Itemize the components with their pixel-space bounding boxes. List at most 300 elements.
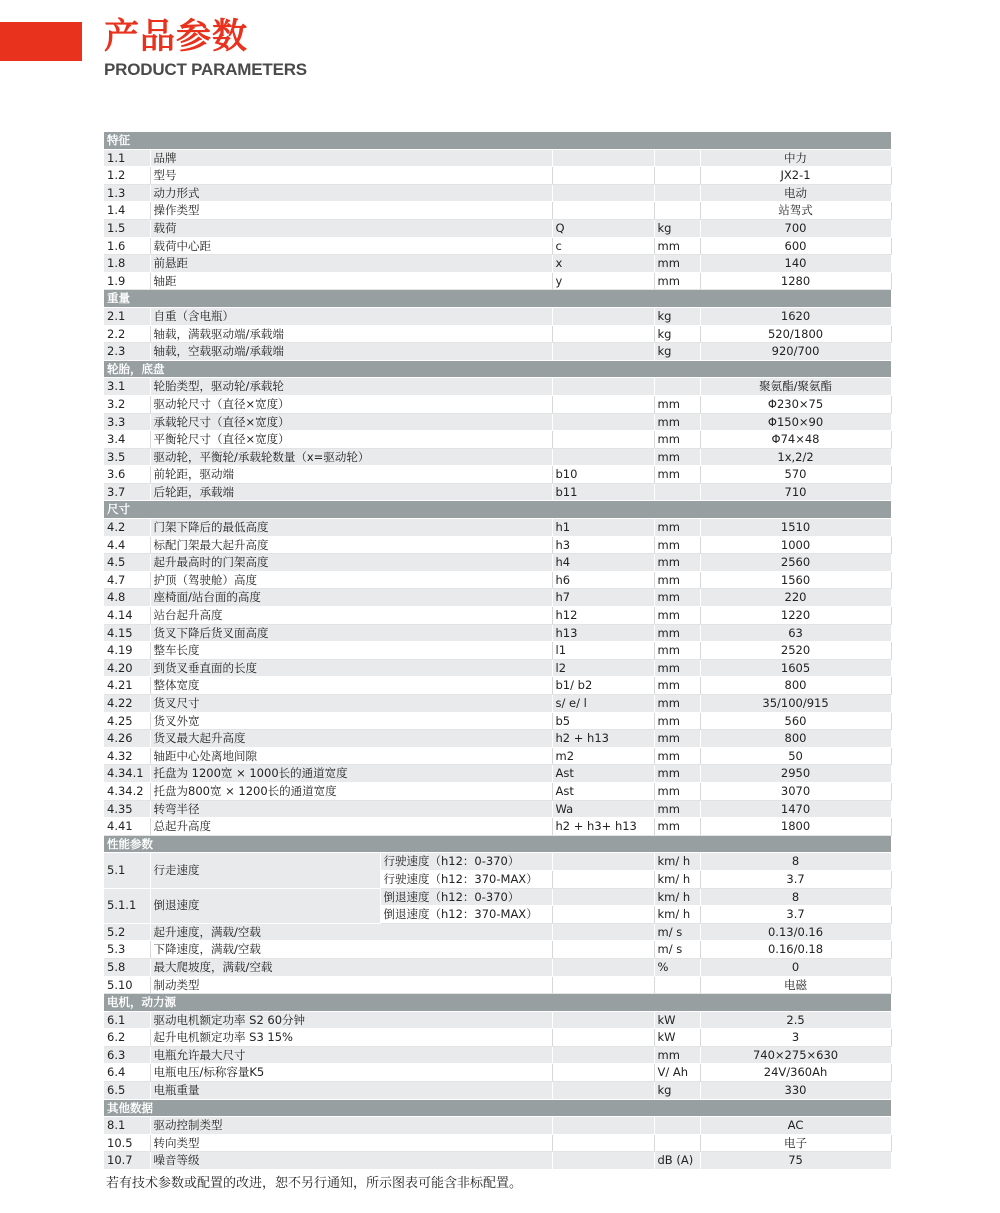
param-number: 3.2 bbox=[104, 395, 150, 413]
section-title: 特征 bbox=[104, 132, 891, 149]
table-row bbox=[104, 624, 891, 642]
param-symbol bbox=[552, 1134, 654, 1152]
param-unit bbox=[654, 1117, 700, 1135]
param-name: 轴载，满载驱动端/承载端 bbox=[150, 325, 552, 343]
param-condition: 行驶速度（h12：0-370） bbox=[380, 853, 552, 871]
param-name: 型号 bbox=[150, 167, 552, 185]
param-unit: km/ h bbox=[654, 853, 700, 871]
param-unit bbox=[654, 167, 700, 185]
param-unit bbox=[654, 483, 700, 501]
param-name: 整车长度 bbox=[150, 642, 552, 660]
param-condition: 行驶速度（h12：370-MAX） bbox=[380, 870, 552, 888]
param-unit bbox=[654, 184, 700, 202]
param-symbol: l1 bbox=[552, 642, 654, 660]
param-symbol bbox=[552, 1029, 654, 1047]
param-value: 700 bbox=[700, 219, 891, 237]
param-symbol: h6 bbox=[552, 571, 654, 589]
param-value: 710 bbox=[700, 483, 891, 501]
param-number: 4.14 bbox=[104, 607, 150, 625]
param-symbol bbox=[552, 149, 654, 167]
param-symbol: Wa bbox=[552, 800, 654, 818]
param-value: 740×275×630 bbox=[700, 1046, 891, 1064]
param-value: 8 bbox=[700, 853, 891, 871]
section-title: 其他数据 bbox=[104, 1099, 891, 1117]
param-symbol: c bbox=[552, 237, 654, 255]
param-unit: mm bbox=[654, 237, 700, 255]
header-accent-bar bbox=[0, 22, 82, 61]
param-number: 4.7 bbox=[104, 571, 150, 589]
param-value: 63 bbox=[700, 624, 891, 642]
param-unit: kg bbox=[654, 325, 700, 343]
param-value: 1x,2/2 bbox=[700, 448, 891, 466]
param-unit: mm bbox=[654, 642, 700, 660]
param-name: 下降速度，满载/空载 bbox=[150, 941, 552, 959]
param-symbol bbox=[552, 448, 654, 466]
page-subtitle: PRODUCT PARAMETERS bbox=[104, 60, 307, 79]
param-number: 3.4 bbox=[104, 431, 150, 449]
param-value: 800 bbox=[700, 730, 891, 748]
param-symbol bbox=[552, 431, 654, 449]
param-symbol bbox=[552, 888, 654, 906]
param-value: Φ150×90 bbox=[700, 413, 891, 431]
param-number: 4.8 bbox=[104, 589, 150, 607]
param-name: 驱动控制类型 bbox=[150, 1117, 552, 1135]
param-value: 24V/360Ah bbox=[700, 1064, 891, 1082]
table-row bbox=[104, 659, 891, 677]
table-row bbox=[104, 695, 891, 713]
param-value: 920/700 bbox=[700, 343, 891, 361]
param-number: 4.19 bbox=[104, 642, 150, 660]
table-row bbox=[104, 536, 891, 554]
param-unit: mm bbox=[654, 695, 700, 713]
table-row bbox=[104, 941, 891, 959]
param-name: 动力形式 bbox=[150, 184, 552, 202]
table-row bbox=[104, 747, 891, 765]
param-value: 330 bbox=[700, 1082, 891, 1100]
table-row bbox=[104, 782, 891, 800]
param-value: 600 bbox=[700, 237, 891, 255]
param-number: 1.4 bbox=[104, 202, 150, 220]
param-number: 1.9 bbox=[104, 272, 150, 290]
param-unit: mm bbox=[654, 589, 700, 607]
param-number: 2.2 bbox=[104, 325, 150, 343]
param-name: 品牌 bbox=[150, 149, 552, 167]
param-name: 托盘为800宽 × 1200长的通道宽度 bbox=[150, 782, 552, 800]
section-header bbox=[104, 501, 891, 519]
param-name: 电瓶允许最大尺寸 bbox=[150, 1046, 552, 1064]
param-value: JX2-1 bbox=[700, 167, 891, 185]
param-number: 4.25 bbox=[104, 712, 150, 730]
param-unit: mm bbox=[654, 624, 700, 642]
table-row bbox=[104, 1152, 891, 1170]
param-symbol: m2 bbox=[552, 747, 654, 765]
param-number: 6.3 bbox=[104, 1046, 150, 1064]
param-symbol bbox=[552, 853, 654, 871]
param-symbol: h3 bbox=[552, 536, 654, 554]
table-row bbox=[104, 343, 891, 361]
param-symbol bbox=[552, 378, 654, 396]
param-name: 倒退速度 bbox=[150, 888, 380, 923]
param-number: 5.8 bbox=[104, 958, 150, 976]
param-name: 转弯半径 bbox=[150, 800, 552, 818]
param-unit: V/ Ah bbox=[654, 1064, 700, 1082]
param-unit bbox=[654, 149, 700, 167]
param-number: 4.21 bbox=[104, 677, 150, 695]
param-number: 10.5 bbox=[104, 1134, 150, 1152]
param-symbol bbox=[552, 1046, 654, 1064]
param-unit: mm bbox=[654, 747, 700, 765]
param-name: 前悬距 bbox=[150, 255, 552, 273]
param-symbol: h7 bbox=[552, 589, 654, 607]
param-symbol bbox=[552, 395, 654, 413]
table-row bbox=[104, 413, 891, 431]
param-unit bbox=[654, 1134, 700, 1152]
param-value: 35/100/915 bbox=[700, 695, 891, 713]
table-row bbox=[104, 1029, 891, 1047]
param-value: 75 bbox=[700, 1152, 891, 1170]
param-symbol: b5 bbox=[552, 712, 654, 730]
param-name: 后轮距，承载端 bbox=[150, 483, 552, 501]
param-name: 到货叉垂直面的长度 bbox=[150, 659, 552, 677]
param-symbol bbox=[552, 307, 654, 325]
table-row bbox=[104, 554, 891, 572]
table-row bbox=[104, 1134, 891, 1152]
param-symbol: s/ e/ l bbox=[552, 695, 654, 713]
param-value: 2560 bbox=[700, 554, 891, 572]
section-title: 电机，动力源 bbox=[104, 994, 891, 1012]
param-name: 货叉尺寸 bbox=[150, 695, 552, 713]
param-unit: km/ h bbox=[654, 888, 700, 906]
param-name: 载荷 bbox=[150, 219, 552, 237]
table-row bbox=[104, 184, 891, 202]
param-symbol bbox=[552, 202, 654, 220]
param-number: 4.4 bbox=[104, 536, 150, 554]
param-symbol: h2 + h13 bbox=[552, 730, 654, 748]
param-name: 轴载，空载驱动端/承载端 bbox=[150, 343, 552, 361]
param-number: 4.41 bbox=[104, 818, 150, 836]
param-value: 1510 bbox=[700, 519, 891, 537]
param-value: 1560 bbox=[700, 571, 891, 589]
param-value: 3070 bbox=[700, 782, 891, 800]
param-value: 0 bbox=[700, 958, 891, 976]
table-row bbox=[104, 642, 891, 660]
param-unit: dB (A) bbox=[654, 1152, 700, 1170]
param-unit: mm bbox=[654, 431, 700, 449]
table-row bbox=[104, 272, 891, 290]
param-symbol bbox=[552, 343, 654, 361]
section-header bbox=[104, 835, 891, 853]
param-unit: mm bbox=[654, 413, 700, 431]
param-name: 货叉外宽 bbox=[150, 712, 552, 730]
param-name: 护顶（驾驶舱）高度 bbox=[150, 571, 552, 589]
param-unit: mm bbox=[654, 800, 700, 818]
param-number: 1.3 bbox=[104, 184, 150, 202]
table-row bbox=[104, 307, 891, 325]
param-symbol bbox=[552, 976, 654, 994]
table-row bbox=[104, 237, 891, 255]
table-row bbox=[104, 483, 891, 501]
param-symbol bbox=[552, 413, 654, 431]
table-row bbox=[104, 395, 891, 413]
table-row bbox=[104, 325, 891, 343]
param-value: 1000 bbox=[700, 536, 891, 554]
param-number: 5.10 bbox=[104, 976, 150, 994]
section-header bbox=[104, 132, 891, 149]
param-name: 起升电机额定功率 S3 15% bbox=[150, 1029, 552, 1047]
param-value: 220 bbox=[700, 589, 891, 607]
param-symbol bbox=[552, 870, 654, 888]
param-symbol: y bbox=[552, 272, 654, 290]
param-number: 3.3 bbox=[104, 413, 150, 431]
param-unit: mm bbox=[654, 607, 700, 625]
param-unit: mm bbox=[654, 782, 700, 800]
table-row bbox=[104, 1117, 891, 1135]
param-name: 总起升高度 bbox=[150, 818, 552, 836]
param-name: 驱动轮，平衡轮/承载轮数量（x=驱动轮） bbox=[150, 448, 552, 466]
param-symbol bbox=[552, 941, 654, 959]
table-row bbox=[104, 167, 891, 185]
param-number: 3.1 bbox=[104, 378, 150, 396]
param-value: 3.7 bbox=[700, 870, 891, 888]
param-name: 门架下降后的最低高度 bbox=[150, 519, 552, 537]
param-value: 聚氨酯/聚氨酯 bbox=[700, 378, 891, 396]
param-value: 1605 bbox=[700, 659, 891, 677]
param-unit: mm bbox=[654, 677, 700, 695]
param-name: 承载轮尺寸（直径×宽度） bbox=[150, 413, 552, 431]
param-number: 4.20 bbox=[104, 659, 150, 677]
table-row bbox=[104, 1082, 891, 1100]
param-unit: mm bbox=[654, 730, 700, 748]
param-name: 最大爬坡度，满载/空载 bbox=[150, 958, 552, 976]
param-name: 行走速度 bbox=[150, 853, 380, 888]
table-row bbox=[104, 1064, 891, 1082]
table-row bbox=[104, 149, 891, 167]
param-number: 4.15 bbox=[104, 624, 150, 642]
param-number: 8.1 bbox=[104, 1117, 150, 1135]
table-row bbox=[104, 976, 891, 994]
section-header bbox=[104, 1099, 891, 1117]
section-title: 重量 bbox=[104, 290, 891, 308]
param-unit bbox=[654, 378, 700, 396]
param-symbol bbox=[552, 1117, 654, 1135]
param-number: 4.2 bbox=[104, 519, 150, 537]
param-name: 货叉下降后货叉面高度 bbox=[150, 624, 552, 642]
param-symbol bbox=[552, 1064, 654, 1082]
param-value: 中力 bbox=[700, 149, 891, 167]
param-unit: m/ s bbox=[654, 923, 700, 941]
param-name: 操作类型 bbox=[150, 202, 552, 220]
param-number: 1.5 bbox=[104, 219, 150, 237]
table-row bbox=[104, 255, 891, 273]
param-symbol: h13 bbox=[552, 624, 654, 642]
param-name: 整体宽度 bbox=[150, 677, 552, 695]
param-unit: kW bbox=[654, 1011, 700, 1029]
param-number: 10.7 bbox=[104, 1152, 150, 1170]
param-value: 0.13/0.16 bbox=[700, 923, 891, 941]
param-number: 4.34.1 bbox=[104, 765, 150, 783]
param-unit: mm bbox=[654, 272, 700, 290]
param-number: 2.3 bbox=[104, 343, 150, 361]
param-symbol: Q bbox=[552, 219, 654, 237]
param-number: 4.5 bbox=[104, 554, 150, 572]
param-name: 起升最高时的门架高度 bbox=[150, 554, 552, 572]
param-symbol: Ast bbox=[552, 782, 654, 800]
param-symbol bbox=[552, 906, 654, 924]
param-symbol: b11 bbox=[552, 483, 654, 501]
param-number: 3.7 bbox=[104, 483, 150, 501]
param-unit: kg bbox=[654, 307, 700, 325]
footnote: 若有技术参数或配置的改进，恕不另行通知，所示图表可能含非标配置。 bbox=[106, 1176, 523, 1191]
param-number: 4.34.2 bbox=[104, 782, 150, 800]
table-row bbox=[104, 1011, 891, 1029]
param-unit: mm bbox=[654, 255, 700, 273]
section-title: 轮胎，底盘 bbox=[104, 360, 891, 378]
param-unit: mm bbox=[654, 818, 700, 836]
param-name: 驱动电机额定功率 S2 60分钟 bbox=[150, 1011, 552, 1029]
param-number: 1.6 bbox=[104, 237, 150, 255]
table-row bbox=[104, 712, 891, 730]
param-symbol bbox=[552, 1152, 654, 1170]
param-unit: mm bbox=[654, 765, 700, 783]
param-name: 转向类型 bbox=[150, 1134, 552, 1152]
param-name: 载荷中心距 bbox=[150, 237, 552, 255]
param-unit: m/ s bbox=[654, 941, 700, 959]
param-unit bbox=[654, 976, 700, 994]
param-unit: mm bbox=[654, 466, 700, 484]
param-condition: 倒退速度（h12：370-MAX） bbox=[380, 906, 552, 924]
param-symbol: h2 + h3+ h13 bbox=[552, 818, 654, 836]
table-row bbox=[104, 677, 891, 695]
param-number: 3.6 bbox=[104, 466, 150, 484]
param-value: 8 bbox=[700, 888, 891, 906]
param-number: 1.8 bbox=[104, 255, 150, 273]
param-number: 4.26 bbox=[104, 730, 150, 748]
param-value: 0.16/0.18 bbox=[700, 941, 891, 959]
table-row bbox=[104, 765, 891, 783]
param-number: 6.2 bbox=[104, 1029, 150, 1047]
param-value: 570 bbox=[700, 466, 891, 484]
table-row bbox=[104, 923, 891, 941]
param-value: 1280 bbox=[700, 272, 891, 290]
param-symbol: Ast bbox=[552, 765, 654, 783]
table-row bbox=[104, 607, 891, 625]
param-value: 1620 bbox=[700, 307, 891, 325]
table-row bbox=[104, 378, 891, 396]
param-unit bbox=[654, 202, 700, 220]
param-name: 平衡轮尺寸（直径×宽度） bbox=[150, 431, 552, 449]
param-value: 电磁 bbox=[700, 976, 891, 994]
param-unit: kg bbox=[654, 219, 700, 237]
param-unit: kg bbox=[654, 1082, 700, 1100]
param-name: 电瓶重量 bbox=[150, 1082, 552, 1100]
param-symbol bbox=[552, 184, 654, 202]
param-number: 5.2 bbox=[104, 923, 150, 941]
param-name: 托盘为 1200宽 × 1000长的通道宽度 bbox=[150, 765, 552, 783]
table-row bbox=[104, 730, 891, 748]
param-number: 6.5 bbox=[104, 1082, 150, 1100]
table-row bbox=[104, 202, 891, 220]
param-value: 1220 bbox=[700, 607, 891, 625]
param-symbol: h4 bbox=[552, 554, 654, 572]
param-value: 800 bbox=[700, 677, 891, 695]
param-unit: % bbox=[654, 958, 700, 976]
param-value: 50 bbox=[700, 747, 891, 765]
table-row bbox=[104, 853, 891, 871]
param-number: 6.4 bbox=[104, 1064, 150, 1082]
param-symbol bbox=[552, 923, 654, 941]
param-name: 驱动轮尺寸（直径×宽度） bbox=[150, 395, 552, 413]
param-symbol bbox=[552, 167, 654, 185]
param-name: 标配门架最大起升高度 bbox=[150, 536, 552, 554]
param-unit: mm bbox=[654, 519, 700, 537]
section-title: 尺寸 bbox=[104, 501, 891, 519]
param-symbol: b1/ b2 bbox=[552, 677, 654, 695]
param-value: 电子 bbox=[700, 1134, 891, 1152]
param-value: 520/1800 bbox=[700, 325, 891, 343]
param-number: 6.1 bbox=[104, 1011, 150, 1029]
table-row bbox=[104, 800, 891, 818]
param-value: 2950 bbox=[700, 765, 891, 783]
param-number: 5.1 bbox=[104, 853, 150, 888]
param-value: AC bbox=[700, 1117, 891, 1135]
table-row bbox=[104, 219, 891, 237]
param-number: 4.32 bbox=[104, 747, 150, 765]
param-symbol bbox=[552, 1082, 654, 1100]
param-value: 1470 bbox=[700, 800, 891, 818]
param-number: 1.1 bbox=[104, 149, 150, 167]
param-unit: mm bbox=[654, 571, 700, 589]
param-value: 3.7 bbox=[700, 906, 891, 924]
param-unit: km/ h bbox=[654, 870, 700, 888]
table-row bbox=[104, 818, 891, 836]
param-value: 2.5 bbox=[700, 1011, 891, 1029]
param-name: 噪音等级 bbox=[150, 1152, 552, 1170]
param-name: 自重（含电瓶） bbox=[150, 307, 552, 325]
param-name: 轴距中心处离地间隙 bbox=[150, 747, 552, 765]
table-row bbox=[104, 571, 891, 589]
param-symbol bbox=[552, 958, 654, 976]
section-header bbox=[104, 360, 891, 378]
table-row bbox=[104, 466, 891, 484]
param-symbol bbox=[552, 325, 654, 343]
param-number: 5.3 bbox=[104, 941, 150, 959]
param-name: 制动类型 bbox=[150, 976, 552, 994]
param-unit: mm bbox=[654, 1046, 700, 1064]
param-unit: kg bbox=[654, 343, 700, 361]
param-value: 3 bbox=[700, 1029, 891, 1047]
param-name: 起升速度，满载/空载 bbox=[150, 923, 552, 941]
page-title: 产品参数 bbox=[104, 17, 249, 57]
parameter-table-body bbox=[104, 132, 891, 1170]
param-value: 电动 bbox=[700, 184, 891, 202]
param-symbol bbox=[552, 1011, 654, 1029]
param-name: 轴距 bbox=[150, 272, 552, 290]
param-value: 560 bbox=[700, 712, 891, 730]
param-unit: km/ h bbox=[654, 906, 700, 924]
param-number: 4.22 bbox=[104, 695, 150, 713]
param-unit: mm bbox=[654, 536, 700, 554]
param-symbol: h1 bbox=[552, 519, 654, 537]
param-name: 站台起升高度 bbox=[150, 607, 552, 625]
param-name: 座椅面/站台面的高度 bbox=[150, 589, 552, 607]
param-number: 5.1.1 bbox=[104, 888, 150, 923]
param-value: 2520 bbox=[700, 642, 891, 660]
param-number: 4.35 bbox=[104, 800, 150, 818]
param-condition: 倒退速度（h12：0-370） bbox=[380, 888, 552, 906]
param-name: 前轮距，驱动端 bbox=[150, 466, 552, 484]
param-number: 1.2 bbox=[104, 167, 150, 185]
param-value: 站驾式 bbox=[700, 202, 891, 220]
